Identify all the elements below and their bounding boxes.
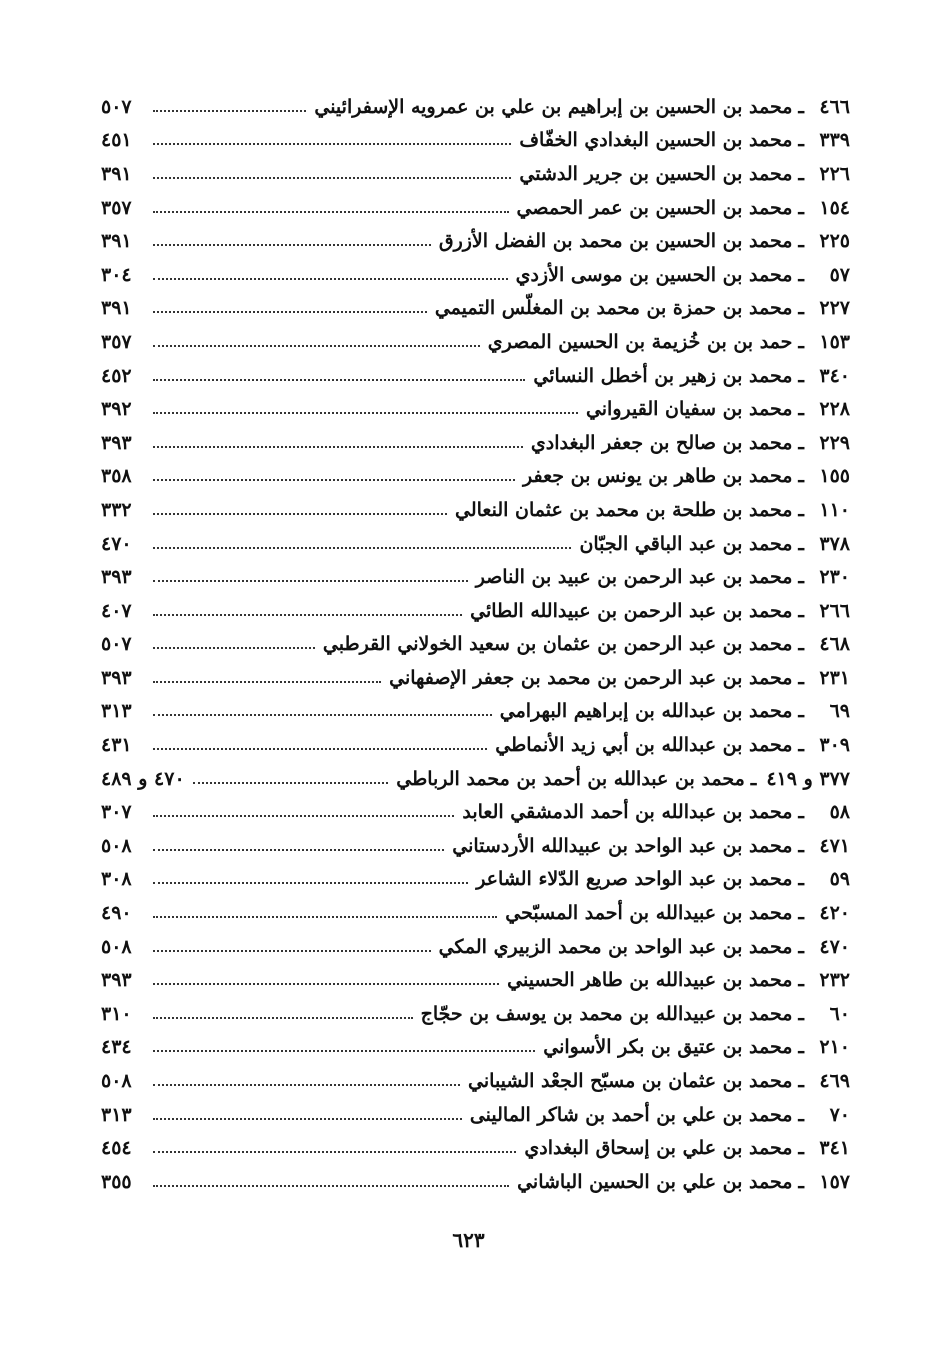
- entry-separator: ـ: [798, 566, 804, 589]
- dot-leader: [153, 614, 462, 616]
- entry-name: محمد بن الحسين بن عمر الحمصي: [516, 196, 793, 219]
- entry-name: محمد بن الحسين بن محمد بن الفضل الأزرق: [438, 230, 793, 253]
- entry-number: ١٥٤: [819, 196, 850, 219]
- entry-number: ٥٨: [829, 801, 850, 824]
- index-entry: [95, 661, 850, 695]
- entry-page-ref: ٣١٣: [101, 700, 132, 723]
- entry-page-ref: ٣٩٣: [101, 969, 132, 992]
- entry-page-ref: ٤٧٠ و ٤٨٩: [101, 767, 185, 790]
- entry-number: ٢٣١: [819, 666, 850, 689]
- index-entry: [95, 426, 850, 460]
- entry-separator: ـ: [798, 398, 804, 421]
- entry-separator: ـ: [798, 330, 804, 353]
- index-entry: [95, 1064, 850, 1098]
- entry-name: محمد بن علي بن إسحاق البغدادي: [524, 1137, 793, 1160]
- dot-leader: [153, 849, 444, 851]
- entry-separator: ـ: [798, 230, 804, 253]
- index-entry: [95, 157, 850, 191]
- entry-page-ref: ٣٥٧: [101, 196, 132, 219]
- index-entry: [95, 1098, 850, 1132]
- index-entry: [95, 930, 850, 964]
- entry-number: ١٥٣: [819, 330, 850, 353]
- entry-separator: ـ: [798, 633, 804, 656]
- entry-number: ٤٦٦: [819, 95, 850, 118]
- entry-page-ref: ٥٠٨: [101, 935, 132, 958]
- entry-page-ref: ٣٠٤: [101, 263, 132, 286]
- dot-leader: [153, 513, 447, 515]
- entry-number: ٦٩: [829, 700, 850, 723]
- index-entry: [95, 896, 850, 930]
- dot-leader: [153, 143, 511, 145]
- entry-separator: ـ: [798, 1103, 804, 1126]
- entry-separator: ـ: [798, 1137, 804, 1160]
- dot-leader: [153, 479, 515, 481]
- entry-page-ref: ٣١٠: [101, 1002, 132, 1025]
- dot-leader: [153, 714, 492, 716]
- index-entry: [95, 292, 850, 326]
- dot-leader: [153, 748, 487, 750]
- entry-number: ٢٣٠: [819, 566, 850, 589]
- entry-name: محمد بن عبد الباقي الجبّان: [579, 532, 793, 555]
- entry-separator: ـ: [798, 431, 804, 454]
- entry-name: محمد بن عبد الرحمن بن عبيدالله الطائي: [470, 599, 793, 622]
- entry-separator: ـ: [798, 969, 804, 992]
- entry-page-ref: ٣٠٨: [101, 868, 132, 891]
- index-entry: [95, 1031, 850, 1065]
- entry-name: محمد بن الحسين بن موسى الأزدي: [515, 263, 793, 286]
- entry-name: محمد بن الحسين البغدادي الخفّاف: [519, 129, 793, 152]
- entry-separator: ـ: [798, 1070, 804, 1093]
- index-entry: [95, 359, 850, 393]
- entry-name: محمد بن طاهر بن يونس بن جعفر: [523, 465, 793, 488]
- index-entry: [95, 258, 850, 292]
- index-entry: [95, 560, 850, 594]
- entry-number: ١٥٥: [819, 465, 850, 488]
- entry-number: ٤٧٠: [819, 935, 850, 958]
- entry-number: ٧٠: [829, 1103, 850, 1126]
- entry-page-ref: ٣١٣: [101, 1103, 132, 1126]
- dot-leader: [153, 580, 468, 582]
- entry-separator: ـ: [798, 263, 804, 286]
- entry-number: ٤٢٠: [819, 902, 850, 925]
- entry-name: محمد بن عبدالله بن إبراهيم البهرامي: [499, 700, 793, 723]
- index-entry: [95, 90, 850, 124]
- index-entry: [95, 527, 850, 561]
- dot-leader: [153, 1185, 509, 1187]
- entry-name: محمد بن عبد الرحمن بن عثمان بن سعيد الخولاني القرطبي: [322, 633, 793, 656]
- entry-page-ref: ٣٥٧: [101, 330, 132, 353]
- entry-page-ref: ٣٩١: [101, 230, 132, 253]
- entry-separator: ـ: [798, 532, 804, 555]
- entry-separator: ـ: [750, 767, 757, 790]
- dot-leader: [153, 1118, 462, 1120]
- entry-name: محمد بن عبد الرحمن بن عبيد بن الناصر: [475, 566, 793, 589]
- entry-separator: ـ: [798, 465, 804, 488]
- entry-page-ref: ٥٠٨: [101, 834, 132, 857]
- dot-leader: [153, 345, 480, 347]
- entry-page-ref: ٣٣٢: [101, 498, 132, 521]
- entry-number: ٤٦٨: [819, 633, 850, 656]
- dot-leader: [193, 782, 389, 784]
- entry-number: ٣٤١: [819, 1137, 850, 1160]
- index-entry: [95, 460, 850, 494]
- entry-page-ref: ٣٩٣: [101, 431, 132, 454]
- entry-name: محمد بن عبد الواحد صريع الدّلاء الشاعر: [476, 868, 793, 891]
- entry-page-ref: ٤٥١: [101, 129, 132, 152]
- dot-leader: [153, 815, 454, 817]
- index-entry: [95, 997, 850, 1031]
- entry-separator: ـ: [798, 196, 804, 219]
- entry-name: محمد بن الحسين بن إبراهيم بن علي بن عمرويه الإسفرائيني: [314, 95, 793, 118]
- index-entry: [95, 762, 850, 796]
- entry-name: محمد بن صالح بن جعفر البغدادي: [530, 431, 793, 454]
- dot-leader: [153, 647, 315, 649]
- entry-page-ref: ٣٩٣: [101, 566, 132, 589]
- entry-separator: ـ: [798, 666, 804, 689]
- dot-leader: [153, 278, 508, 280]
- entry-number: ٢٢٨: [819, 398, 850, 421]
- entry-separator: ـ: [798, 364, 804, 387]
- entry-number: ٤٦٩: [819, 1070, 850, 1093]
- index-entry: [95, 863, 850, 897]
- dot-leader: [153, 211, 509, 213]
- dot-leader: [153, 177, 511, 179]
- index-entry: [95, 628, 850, 662]
- entry-page-ref: ٣٥٥: [101, 1170, 132, 1193]
- entry-page-ref: ٣٩١: [101, 162, 132, 185]
- entry-name: محمد بن عبيدالله بن محمد بن يوسف بن حجّاج: [420, 1002, 793, 1025]
- dot-leader: [153, 244, 431, 246]
- index-entry: [95, 325, 850, 359]
- dot-leader: [153, 547, 571, 549]
- dot-leader: [153, 1050, 535, 1052]
- index-entry: [95, 224, 850, 258]
- entry-separator: ـ: [798, 297, 804, 320]
- entry-number: ٣٠٩: [819, 734, 850, 757]
- index-entry: [95, 1131, 850, 1165]
- entry-name: محمد بن عبدالله بن أبي زيد الأنماطي: [495, 734, 793, 757]
- entry-separator: ـ: [798, 1002, 804, 1025]
- entry-page-ref: ٣٠٧: [101, 801, 132, 824]
- dot-leader: [153, 681, 381, 683]
- entry-page-ref: ٤٧٠: [101, 532, 132, 555]
- entry-page-ref: ٤٩٠: [101, 902, 132, 925]
- dot-leader: [153, 882, 468, 884]
- entry-separator: ـ: [798, 834, 804, 857]
- entry-number: ٣٧٨: [819, 532, 850, 555]
- entry-page-ref: ٤٠٧: [101, 599, 132, 622]
- entry-number: ٢٢٥: [819, 230, 850, 253]
- entry-separator: ـ: [798, 498, 804, 521]
- entry-number: ٥٧: [829, 263, 850, 286]
- index-entry: [95, 728, 850, 762]
- entry-name: محمد بن طلحة بن محمد بن عثمان النعالي: [455, 498, 793, 521]
- entry-page-ref: ٤٥٢: [101, 364, 132, 387]
- entry-number: ٢٢٩: [819, 431, 850, 454]
- entry-number: ٣٧٧ و ٤١٩: [766, 767, 850, 790]
- entry-number: ٢٣٢: [819, 969, 850, 992]
- dot-leader: [153, 446, 523, 448]
- dot-leader: [153, 983, 499, 985]
- index-page: [95, 90, 850, 1199]
- entry-number: ٢٦٦: [819, 599, 850, 622]
- index-entry: [95, 594, 850, 628]
- entry-name: محمد بن عبيدالله بن طاهر الحسيني: [507, 969, 793, 992]
- entry-separator: ـ: [798, 902, 804, 925]
- index-entry: [95, 829, 850, 863]
- entry-separator: ـ: [798, 734, 804, 757]
- entry-name: محمد بن عبيدالله بن أحمد المسبّحي: [505, 902, 793, 925]
- entry-name: حمد بن بن خُزيمة بن الحسين المصري: [487, 330, 793, 353]
- entry-separator: ـ: [798, 868, 804, 891]
- dot-leader: [153, 916, 497, 918]
- entry-separator: ـ: [798, 700, 804, 723]
- dot-leader: [153, 311, 427, 313]
- entry-page-ref: ٣٥٨: [101, 465, 132, 488]
- entry-name: محمد بن زهير بن أخطل النسائي: [533, 364, 793, 387]
- entry-page-ref: ٥٠٧: [101, 633, 132, 656]
- index-entry: [95, 1165, 850, 1199]
- entry-separator: ـ: [798, 95, 804, 118]
- entry-number: ١١٠: [819, 498, 850, 521]
- entry-name: محمد بن عبدالله بن أحمد بن محمد الرباطي: [396, 767, 745, 790]
- entry-name: محمد بن عثمان بن مسبّح الجعْد الشيباني: [468, 1070, 793, 1093]
- entry-page-ref: ٥٠٨: [101, 1070, 132, 1093]
- entry-name: محمد بن عبد الواحد بن محمد الزبيري المكي: [438, 935, 793, 958]
- entry-separator: ـ: [798, 1170, 804, 1193]
- entry-page-ref: ٤٣٤: [101, 1036, 132, 1059]
- dot-leader: [153, 379, 525, 381]
- entry-name: محمد بن عتيق بن بكر الأسواني: [543, 1036, 793, 1059]
- entry-separator: ـ: [798, 1036, 804, 1059]
- dot-leader: [153, 110, 306, 112]
- entry-page-ref: ٥٠٧: [101, 95, 132, 118]
- entry-name: محمد بن علي بن الحسين الباشاني: [517, 1170, 793, 1193]
- entry-number: ٢٢٦: [819, 162, 850, 185]
- dot-leader: [153, 1151, 516, 1153]
- index-entry: [95, 392, 850, 426]
- entry-number: ٢٢٧: [819, 297, 850, 320]
- entry-number: ٤٧١: [819, 834, 850, 857]
- entry-name: محمد بن علي بن أحمد بن شاكر المالينى: [469, 1103, 793, 1126]
- index-entry: [95, 124, 850, 158]
- index-entry: [95, 695, 850, 729]
- entry-name: محمد بن عبد الرحمن بن محمد بن جعفر الإصفهاني: [389, 666, 793, 689]
- entry-number: ٣٤٠: [819, 364, 850, 387]
- entry-page-ref: ٣٩١: [101, 297, 132, 320]
- entry-number: ٣٣٩: [819, 129, 850, 152]
- dot-leader: [153, 950, 431, 952]
- entry-separator: ـ: [798, 599, 804, 622]
- entry-number: ١٥٧: [819, 1170, 850, 1193]
- entry-separator: ـ: [798, 801, 804, 824]
- entry-number: ٦٠: [829, 1002, 850, 1025]
- entry-separator: ـ: [798, 162, 804, 185]
- index-entry: [95, 493, 850, 527]
- entry-number: ٢١٠: [819, 1036, 850, 1059]
- dot-leader: [153, 1084, 460, 1086]
- entry-name: محمد بن عبدالله بن أحمد الدمشقي العابد: [462, 801, 793, 824]
- index-entries-list: [95, 90, 850, 1199]
- index-entry: [95, 963, 850, 997]
- index-entry: [95, 795, 850, 829]
- entry-name: محمد بن عبد الواحد بن عبيدالله الأردستاني: [452, 834, 793, 857]
- entry-name: محمد بن حمزة بن محمد بن المغلّس التميمي: [434, 297, 793, 320]
- index-entry: [95, 191, 850, 225]
- entry-separator: ـ: [798, 935, 804, 958]
- entry-page-ref: ٣٩٢: [101, 398, 132, 421]
- entry-number: ٥٩: [829, 868, 850, 891]
- dot-leader: [153, 1017, 413, 1019]
- entry-name: محمد بن الحسين بن جرير الدشتي: [519, 162, 793, 185]
- page-number: ٦٢٣: [452, 1228, 485, 1252]
- entry-separator: ـ: [798, 129, 804, 152]
- entry-name: محمد بن سفيان القيرواني: [585, 398, 793, 421]
- dot-leader: [153, 412, 578, 414]
- entry-page-ref: ٣٩٣: [101, 666, 132, 689]
- entry-page-ref: ٤٣١: [101, 734, 132, 757]
- entry-page-ref: ٤٥٤: [101, 1137, 132, 1160]
